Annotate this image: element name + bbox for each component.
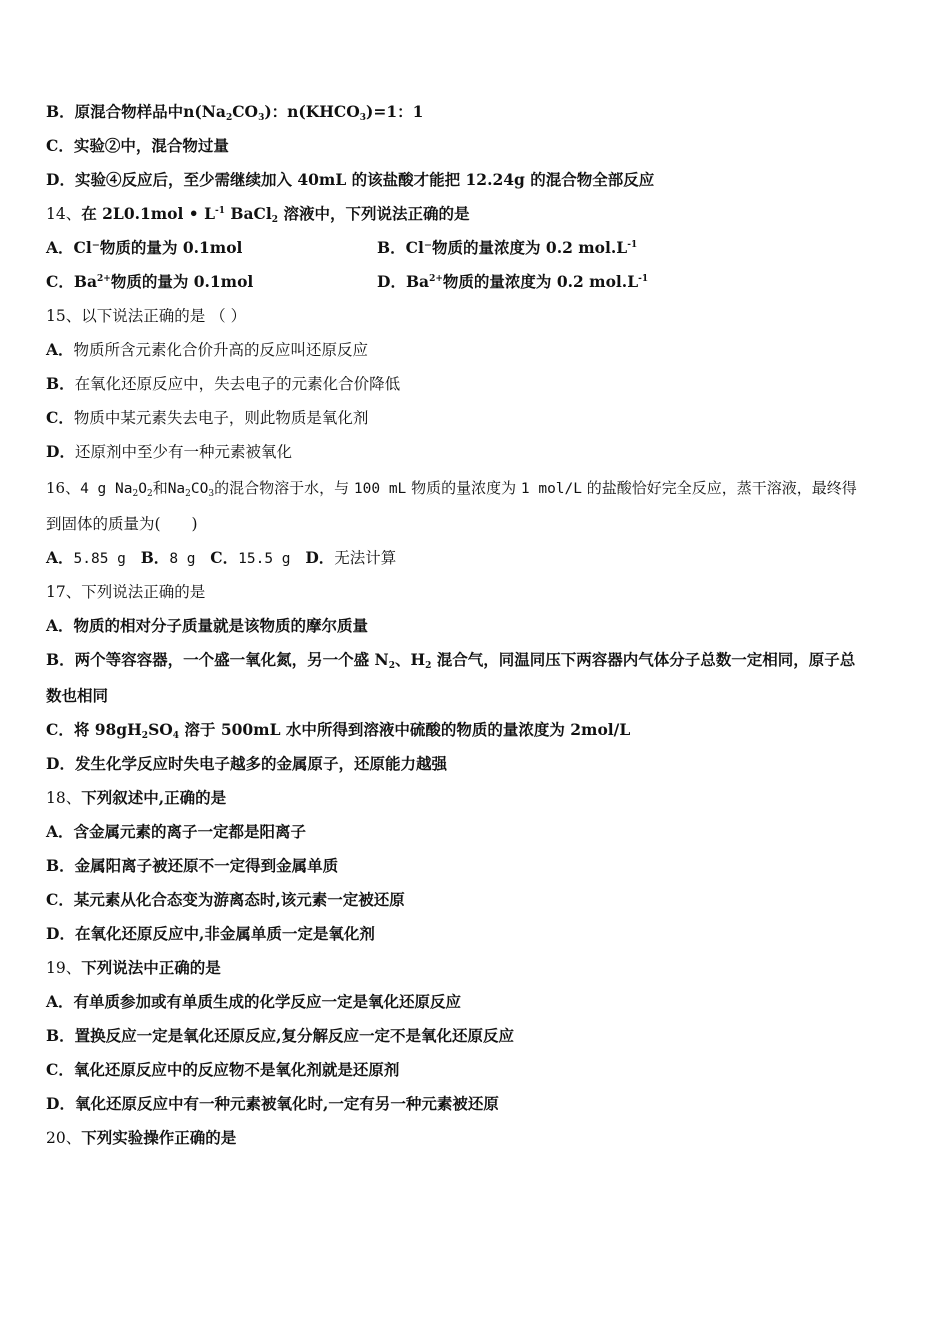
q19-option-b: B．置换反应一定是氧化还原反应,复分解反应一定不是氧化还原反应 <box>46 1026 515 1045</box>
q18-option-b: B．金属阳离子被还原不一定得到金属单质 <box>46 856 339 875</box>
q15-option-a: A．物质所含元素化合价升高的反应叫还原反应 <box>46 340 369 359</box>
q13-option-b: B．原混合物样品中$n(Na_2CO_3)$：$n(KHCO_3)=1$：1 <box>46 102 424 123</box>
q15-stem: 15、以下说法正确的是 （ ） <box>46 307 247 325</box>
q17-option-b: B．两个等容容器，一个盛一氧化氮，另一个盛 $N_2$、$H_2$ 混合气，同温同压下两容器内气体分子总数一定相同，原子总 <box>46 650 856 671</box>
q14-option-c: C．$Ba^{2+}$物质的量为 0.1mol <box>46 272 254 291</box>
q15-option-c: C．物质中某元素失去电子，则此物质是氧化剂 <box>46 408 369 427</box>
q18-option-c: C．某元素从化合态变为游离态时,该元素一定被还原 <box>46 890 405 909</box>
q18-stem: 18、下列叙述中,正确的是 <box>46 788 227 807</box>
q13-option-c: C．实验②中，混合物过量 <box>46 136 229 155</box>
q17-option-a: A．物质的相对分子质量就是该物质的摩尔质量 <box>46 616 369 635</box>
q14-option-d: D．$Ba^{2+}$物质的量浓度为 0.2 $mol.L^{-1}$ <box>377 272 649 291</box>
q16-stem-line2: 到固体的质量为( ) <box>46 515 198 533</box>
q16-stem: 16、4 g $Na_2O_2$和$Na_2CO_3$的混合物溶于水，与 100 mL 物质的量浓度为 1 mol/L 的盐酸恰好完全反应，蒸干溶液，最终得 <box>46 479 857 499</box>
q14-stem: 14、在 2L0.1mol • $L^{-1}$ BaCl$_2$ 溶液中，下列说法正确的是 <box>46 204 470 225</box>
q17-option-d: D．发生化学反应时失电子越多的金属原子，还原能力越强 <box>46 754 447 773</box>
q15-option-b: B．在氧化还原反应中，失去电子的元素化合价降低 <box>46 374 401 393</box>
q17-option-c: C．将 $98gH_2SO_4$ 溶于 500mL 水中所得到溶液中硫酸的物质的量浓度为 2mol/L <box>46 720 631 741</box>
q20-stem: 20、下列实验操作正确的是 <box>46 1128 237 1147</box>
q15-option-d: D．还原剂中至少有一种元素被氧化 <box>46 442 292 461</box>
q19-stem: 19、下列说法中正确的是 <box>46 958 221 977</box>
q14-option-b: B．Cl⁻物质的量浓度为 0.2 $mol.L^{-1}$ <box>377 238 638 257</box>
q17-option-b-line2: 数也相同 <box>46 686 109 705</box>
q14-options-cd <box>46 272 906 292</box>
q16-options: A．5.85 g B．8 g C．15.5 g D．无法计算 <box>46 548 397 567</box>
q18-option-d: D．在氧化还原反应中,非金属单质一定是氧化剂 <box>46 924 375 943</box>
q19-option-a: A．有单质参加或有单质生成的化学反应一定是氧化还原反应 <box>46 992 462 1011</box>
q19-option-d: D．氧化还原反应中有一种元素被氧化时,一定有另一种元素被还原 <box>46 1094 499 1113</box>
q17-stem: 17、下列说法正确的是 <box>46 583 206 601</box>
q18-option-a: A．含金属元素的离子一定都是阳离子 <box>46 822 307 841</box>
q19-option-c: C．氧化还原反应中的反应物不是氧化剂就是还原剂 <box>46 1060 400 1079</box>
q14-option-a: A．Cl⁻物质的量为 0.1mol <box>46 238 243 257</box>
q13-option-d: D．实验④反应后，至少需继续加入 40mL 的该盐酸才能把 12.24g 的混合物全部反应 <box>46 170 655 189</box>
q14-options-ab <box>46 238 906 258</box>
